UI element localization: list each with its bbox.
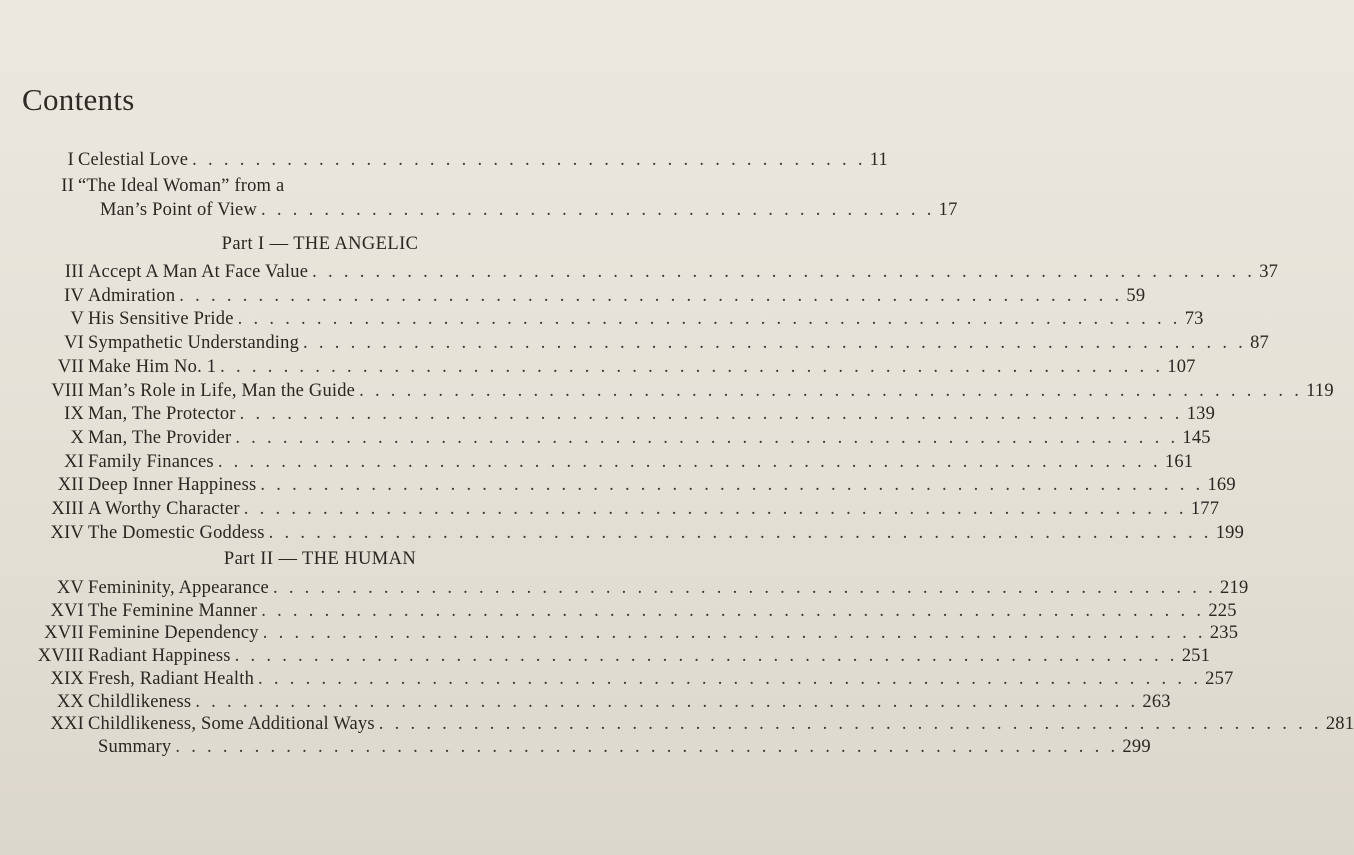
dot-leader: . . . . . . . . . . . . . . . . . . . . . . . . . . . . . . . . . . . . . . . . . . . . . . . . . . . . . . . . . . . . — [268, 522, 1212, 543]
chapter-title: Sympathetic Understanding — [88, 333, 300, 354]
page-number: 257 — [1205, 668, 1234, 689]
chapter-number: VIII — [51, 380, 84, 401]
chapter-title: Man, The Protector — [88, 404, 236, 425]
page-number: 73 — [1184, 309, 1204, 330]
chapter-title: The Feminine Manner — [88, 600, 258, 621]
part-heading-human: Part II — THE HUMAN — [223, 549, 417, 569]
chapter-title: Family Finances — [88, 451, 214, 472]
page-number: 145 — [1182, 427, 1211, 448]
toc-entry — [36, 475, 1236, 499]
page-number: 87 — [1250, 333, 1270, 354]
dot-leader: . . . . . . . . . . . . . . . . . . . . . . . . . . . . . . . . . . . . . . . . . . . — [261, 200, 935, 220]
chapter-title: Man, The Provider — [88, 427, 232, 448]
toc-entry-continuation — [96, 200, 958, 224]
page-title: Contents — [22, 82, 135, 117]
chapter-title: Admiration — [88, 285, 176, 306]
page-number: 161 — [1164, 451, 1194, 472]
chapter-title: Childlikeness, Some Additional Ways — [88, 714, 375, 735]
dot-leader: . . . . . . . . . . . . . . . . . . . . . . . . . . . . . . . . . . . . . . . . . . . . . . . . . . . . . . . . . . . . — [359, 380, 1303, 401]
page-number: 169 — [1207, 475, 1236, 496]
part-heading-angelic: Part I — THE ANGELIC — [221, 234, 419, 254]
page-number: 219 — [1220, 578, 1249, 598]
chapter-number: XIX — [50, 668, 84, 689]
toc-entry — [36, 356, 1196, 381]
page-number: 199 — [1215, 522, 1245, 543]
chapter-number: II — [61, 176, 74, 196]
toc-entry — [36, 691, 1171, 716]
chapter-number: V — [70, 309, 84, 330]
chapter-number: XI — [64, 451, 84, 472]
chapter-title: Celestial Love — [78, 150, 189, 170]
toc-entry — [36, 404, 1216, 428]
chapter-number: IX — [64, 404, 84, 425]
page-number: 119 — [1306, 380, 1334, 401]
chapter-title: “The Ideal Woman” from a — [78, 176, 285, 196]
chapter-title: Make Him No. 1 — [88, 356, 217, 377]
toc-entry — [36, 309, 1204, 333]
dot-leader: . . . . . . . . . . . . . . . . . . . . . . . . . . . . . . . . . . . . . . . . . . . . . . . . . . . . . . . . . . . . — [312, 262, 1256, 282]
page-number: 107 — [1167, 356, 1196, 377]
dot-leader: . . . . . . . . . . . . . . . . . . . . . . . . . . . . . . . . . . . . . . . . . . . . . . . . . . . . . . . . . . . . — [243, 499, 1187, 519]
page-number: 17 — [938, 200, 958, 220]
toc-entry — [40, 150, 889, 174]
chapter-number: XVI — [50, 600, 84, 621]
page-number: 235 — [1209, 623, 1239, 644]
chapter-number: XXI — [50, 714, 84, 735]
page-number: 139 — [1186, 404, 1216, 425]
page-number: 225 — [1208, 600, 1237, 621]
chapter-title: Feminine Dependency — [88, 623, 259, 644]
dot-leader: . . . . . . . . . . . . . . . . . . . . . . . . . . . . . . . . . . . . . . . . . . . . . . . . . . . . . . . . . . . . — [260, 475, 1204, 496]
toc-entry — [36, 646, 1211, 670]
toc-entry — [36, 285, 1146, 310]
chapter-title: Man’s Role in Life, Man the Guide — [88, 380, 356, 401]
chapter-number: XX — [56, 691, 84, 712]
toc-entry — [36, 451, 1194, 476]
toc-entry — [36, 427, 1211, 452]
chapter-title: Summary — [98, 736, 172, 757]
page-number: 251 — [1181, 646, 1211, 667]
dot-leader: . . . . . . . . . . . . . . . . . . . . . . . . . . . . . . . . . . . . . . . . . . . . . . . . . . . . . . . . . . . . — [239, 404, 1183, 425]
chapter-number: XVIII — [37, 646, 84, 667]
dot-leader: . . . . . . . . . . . . . . . . . . . . . . . . . . . . . . . . . . . . . . . . . . . . . . . . . . . . . . . . . . . . — [217, 451, 1161, 472]
dot-leader: . . . . . . . . . . . . . . . . . . . . . . . . . . . . . . . . . . . . . . . . . . . . . . . . . . . . . . . . . . . . — [175, 736, 1119, 757]
toc-entry — [36, 380, 1334, 405]
chapter-number: XV — [56, 578, 84, 598]
chapter-title: Deep Inner Happiness — [88, 475, 257, 496]
dot-leader: . . . . . . . . . . . . . . . . . . . . . . . . . . . . . . . . . . . . . . . . . . . . . . . . . . . . . . . . . . . . — [272, 578, 1217, 598]
toc-entry — [40, 176, 628, 200]
page-number: 11 — [869, 150, 889, 170]
toc-entry — [36, 736, 1151, 761]
chapter-title: Accept A Man At Face Value — [88, 262, 309, 282]
chapter-number: X — [70, 427, 84, 448]
chapter-title-continued: Man’s Point of View — [100, 200, 258, 220]
dot-leader: . . . . . . . . . . . . . . . . . . . . . . . . . . . . . . . . . . . . . . . . . . . . . . . . . . . . . . . . . . . . — [195, 691, 1139, 712]
toc-entry — [36, 668, 1234, 693]
dot-leader: . . . . . . . . . . . . . . . . . . . . . . . . . . . . . . . . . . . . . . . . . . . . . . . . . . . . . . . . . . . . — [378, 714, 1322, 735]
page-number: 59 — [1126, 285, 1146, 306]
toc-entry — [36, 623, 1239, 647]
chapter-title: A Worthy Character — [88, 499, 240, 519]
chapter-number: VI — [64, 333, 84, 354]
chapter-number: VII — [57, 356, 84, 377]
dot-leader: . . . . . . . . . . . . . . . . . . . . . . . . . . . . . . . . . . . . . . . . . . . . . . . . . . . . . . . . . . . . — [258, 668, 1202, 689]
chapter-title: Fresh, Radiant Health — [88, 668, 255, 689]
chapter-title: His Sensitive Pride — [88, 309, 234, 330]
chapter-title: The Domestic Goddess — [88, 522, 265, 543]
toc-entry — [36, 499, 1220, 523]
dot-leader: . . . . . . . . . . . . . . . . . . . . . . . . . . . . . . . . . . . . . . . . . . . . . . . . . . . . . . . . . . . . — [262, 623, 1206, 644]
page-number: 263 — [1142, 691, 1171, 712]
chapter-number: III — [64, 262, 84, 282]
chapter-title: Femininity, Appearance — [88, 578, 269, 598]
page-number: 37 — [1259, 262, 1279, 282]
chapter-number: XIII — [51, 499, 84, 519]
chapter-title: Childlikeness — [88, 691, 192, 712]
chapter-number: IV — [64, 285, 84, 306]
toc-entry — [36, 333, 1270, 357]
dot-leader: . . . . . . . . . . . . . . . . . . . . . . . . . . . . . . . . . . . . . . . . . . . . . . . . . . . . . . . . . . . . — [303, 333, 1247, 354]
chapter-number: XVII — [44, 623, 84, 644]
toc-entry — [36, 262, 1279, 286]
toc-entry — [36, 600, 1237, 625]
chapter-number: XII — [57, 475, 84, 496]
dot-leader: . . . . . . . . . . . . . . . . . . . . . . . . . . . . . . . . . . . . . . . . . . . — [192, 150, 866, 170]
dot-leader: . . . . . . . . . . . . . . . . . . . . . . . . . . . . . . . . . . . . . . . . . . . . . . . . . . . . . . . . . . . . — [179, 285, 1123, 306]
page-number: 299 — [1122, 736, 1151, 757]
dot-leader: . . . . . . . . . . . . . . . . . . . . . . . . . . . . . . . . . . . . . . . . . . . . . . . . . . . . . . . . . . . . — [261, 600, 1205, 621]
chapter-number: XIV — [50, 522, 84, 543]
toc-entry — [36, 522, 1245, 547]
toc-entry — [36, 714, 1354, 738]
page-number: 281 — [1325, 714, 1354, 735]
dot-leader: . . . . . . . . . . . . . . . . . . . . . . . . . . . . . . . . . . . . . . . . . . . . . . . . . . . . . . . . . . . . — [235, 427, 1179, 448]
chapter-title: Radiant Happiness — [88, 646, 231, 667]
dot-leader: . . . . . . . . . . . . . . . . . . . . . . . . . . . . . . . . . . . . . . . . . . . . . . . . . . . . . . . . . . . . — [220, 356, 1164, 377]
toc-entry — [36, 578, 1249, 602]
dot-leader: . . . . . . . . . . . . . . . . . . . . . . . . . . . . . . . . . . . . . . . . . . . . . . . . . . . . . . . . . . . . — [234, 646, 1178, 667]
chapter-number: I — [67, 150, 74, 170]
page-number: 177 — [1190, 499, 1220, 519]
dot-leader: . . . . . . . . . . . . . . . . . . . . . . . . . . . . . . . . . . . . . . . . . . . . . . . . . . . . . . . . . . . . — [237, 309, 1181, 330]
